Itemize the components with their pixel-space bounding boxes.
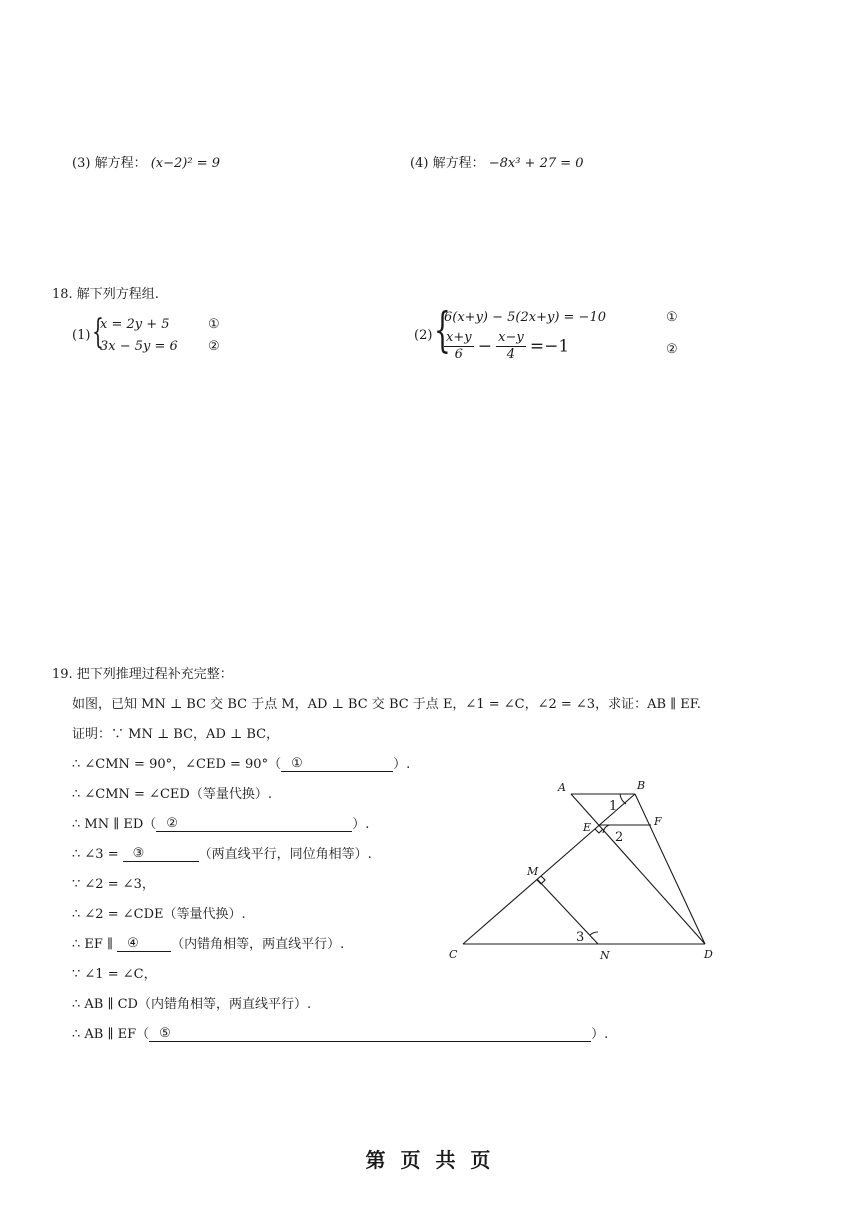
q18-part2-eq1: 6(x+y) − 5(2x+y) = −10 [444, 310, 606, 325]
blank-4[interactable]: ④ [117, 936, 171, 952]
label-A: A [558, 781, 566, 794]
angle-label-1: 1 [609, 799, 618, 814]
q19-step9: ∴ AB ∥ CD（内错角相等，两直线平行）. [72, 997, 312, 1012]
fraction-2: $\frac{x-y}{4}$ [498, 330, 524, 362]
geometry-figure [440, 775, 730, 975]
q17-part3-num: (3) [72, 156, 91, 171]
q19-step6: ∴ ∠2 = ∠CDE（等量代换）. [72, 907, 246, 922]
page-footer: 第 页 共 页 [365, 1148, 495, 1172]
blank-2[interactable]: ② [156, 816, 352, 832]
q18-part2-eq2 [444, 330, 569, 363]
label-D: D [704, 948, 713, 961]
q18-part2-mark2: ② [666, 342, 678, 357]
label-C: C [449, 948, 458, 961]
q19-intro: 如图，已知 MN ⊥ BC 交 BC 于点 M，AD ⊥ BC 交 BC 于点 E，∠1 = ∠C，∠2 = ∠3，求证：AB ∥ EF. [72, 697, 701, 712]
label-B: B [637, 779, 646, 792]
angle-label-2: 2 [615, 830, 624, 845]
q17-part3-text: 解方程： [94, 156, 147, 171]
q19-step1: ∴ ∠CMN = 90°，∠CED = 90°（ ① ）. [72, 756, 411, 772]
q19-step2: ∴ ∠CMN = ∠CED（等量代换）. [72, 787, 272, 802]
q18-title: 18. 解下列方程组. [52, 287, 159, 302]
q18-part2-num: (2) [414, 328, 433, 343]
segment-CB [463, 794, 635, 944]
angle-arc-2 [603, 825, 609, 833]
label-M: M [527, 865, 539, 878]
fraction-1: $\frac{x+y}{6}$ [446, 330, 472, 362]
q19-step10: ∴ AB ∥ EF（ ⑤ ）. [72, 1026, 609, 1042]
q18-part1-num: (1) [72, 328, 91, 343]
q18-part1-brace: { [92, 312, 104, 352]
angle-arc-3 [590, 932, 598, 935]
q17-part4 [410, 152, 584, 171]
q18-part1-eq2: 3x − 5y = 6 [100, 339, 178, 354]
blank-1[interactable]: ① [281, 756, 393, 772]
label-F: F [654, 815, 662, 828]
q18-part2-mark1: ① [666, 310, 678, 325]
label-N: N [600, 949, 610, 962]
segment-BD [635, 794, 705, 944]
eq2-rhs: =−1 [529, 336, 570, 357]
q18-part1-mark2: ② [208, 339, 220, 354]
q17-part4-equation: −8x³ + 27 = 0 [488, 156, 584, 171]
q18-part1-mark1: ① [208, 317, 220, 332]
blank-5[interactable]: ⑤ [149, 1026, 591, 1042]
q19-step7: ∴ EF ∥ ④ （内错角相等，两直线平行）. [72, 936, 345, 952]
segment-AD [571, 794, 705, 944]
q18-part1-eq1: x = 2y + 5 [100, 317, 170, 332]
label-E: E [583, 821, 592, 834]
q19-proof-start: 证明：∵ MN ⊥ BC，AD ⊥ BC， [72, 727, 280, 742]
fraction-minus: − [477, 336, 492, 357]
q19-step5: ∵ ∠2 = ∠3， [72, 877, 155, 892]
q17-part4-num: (4) [410, 156, 429, 171]
q17-part4-text: 解方程： [432, 156, 485, 171]
q19-title: 19. 把下列推理过程补充完整： [52, 667, 233, 682]
blank-3[interactable]: ③ [123, 846, 199, 862]
q19-step3: ∴ MN ∥ ED（ ② ）. [72, 816, 370, 832]
q18-part2-brace: { [434, 302, 451, 358]
q19-step8: ∵ ∠1 = ∠C， [72, 967, 157, 982]
q19-step4: ∴ ∠3 = ③ （两直线平行，同位角相等）. [72, 846, 372, 862]
q17-part3-equation: (x−2)² = 9 [150, 156, 220, 171]
q17-part3 [72, 152, 220, 171]
angle-label-3: 3 [576, 930, 585, 945]
right-angle-mark-E [595, 829, 603, 833]
segment-MN [537, 879, 598, 944]
